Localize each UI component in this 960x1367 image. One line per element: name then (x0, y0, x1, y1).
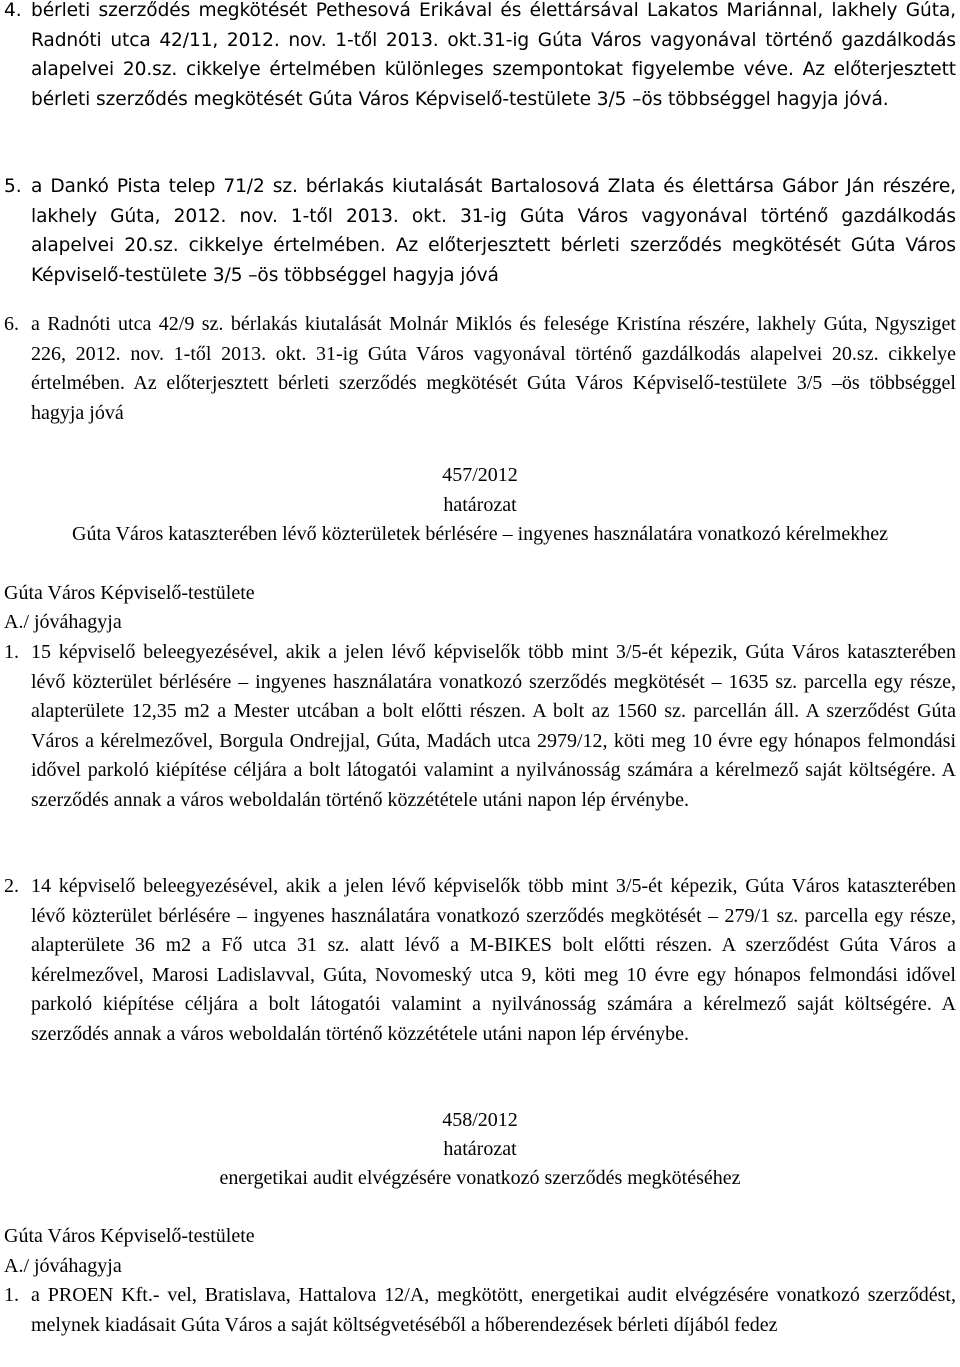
resolution-label: határozat (443, 494, 517, 516)
item-number: 4. (4, 0, 22, 21)
resolution-body: Gúta Város Képviselő-testülete (4, 1225, 255, 1247)
item-text: a Dankó Pista telep 71/2 sz. bérlakás kiutalását Bartalosová Zlata és élettársa Gábor Ján részére, lakhely Gúta, 2012. nov. 1-től 2013. okt. 31-ig Gúta Város vagyonával történő gazdálkodás alapelvei 20.sz. cikkelye értelmében. Az előterjesztett bérleti szerződés megkötését Gúta Város Képviselő-testülete 3/5 –ös többséggel hagyja jóvá (31, 176, 956, 286)
list-item-5 (4, 172, 956, 290)
point-number: 1. (4, 641, 19, 663)
point-text: 15 képviselő beleegyezésével, akik a jelen lévő képviselők több mint 3/5-ét képezik, Gúta Város kataszterében lévő közterület bérlésére – ingyenes használatára vonatkozó szerződés megkötését – 1635 sz. parcella egy része, alapterülete 12,35 m2 a Mester utcában a bolt előtti részen. A bolt az 1560 sz. parcellán áll. A szerződést Gúta Város a kérelmezővel, Borgula Ondrejjal, Gúta, Madách utca 2979/12, köti meg 10 évre egy hónapos felmondási idővel parkoló kiépítése céljára a bolt látogatói valamint a nyilvánosság számára a kérelmező saját költségére. A szerződés annak a város weboldalán történő közzététele utáni napon lép érvénybe. (31, 641, 956, 811)
item-text: bérleti szerződés megkötését Pethesová Erikával és élettársával Lakatos Mariánnal, lakhely Gúta, Radnóti utca 42/11, 2012. nov. 1-től 2013. okt.31-ig Gúta Város vagyonával történő gazdálkodás alapelvei 20.sz. cikkelye értelmében különleges szempontokat figyelembe véve. Az előterjesztett bérleti szerződés megkötését Gúta Város Képviselő-testülete 3/5 –ös többséggel hagyja jóvá. (31, 0, 956, 110)
list-item-6 (4, 310, 956, 428)
resolution-number: 457/2012 (442, 464, 518, 486)
resolution-subject: Gúta Város kataszterében lévő közterületek bérlésére – ingyenes használatára vonatkozó kérelmekhez (72, 523, 888, 545)
resolution-number: 458/2012 (442, 1109, 518, 1131)
resolution-subject: energetikai audit elvégzésére vonatkozó szerződés megkötéséhez (219, 1167, 741, 1189)
resolution-point-1 (4, 638, 956, 815)
resolution-point-2 (4, 872, 956, 1049)
point-text: a PROEN Kft.- vel, Bratislava, Hattalova 12/A, megkötött, energetikai audit elvégzésére vonatkozó szerződést, melynek kiadásait Gúta Város a saját költségvetéséből a hőberendezések bérleti díjából fedez (31, 1284, 956, 1336)
item-number: 5. (4, 176, 22, 197)
resolution-section: A./ jóváhagyja (4, 611, 122, 633)
resolution-label: határozat (443, 1138, 517, 1160)
point-number: 2. (4, 875, 19, 897)
item-text: a Radnóti utca 42/9 sz. bérlakás kiutalását Molnár Miklós és felesége Kristína részére, lakhely Gúta, Ngysziget 226, 2012. nov. 1-től 2013. okt. 31-ig Gúta Város vagyonával történő gazdálkodás alapelvei 20.sz. cikkelye értelmében. Az előterjesztett bérleti szerződés megkötését Gúta Város Képviselő-testülete 3/5 –ös többséggel hagyja jóvá (31, 313, 956, 424)
point-text: 14 képviselő beleegyezésével, akik a jelen lévő képviselők több mint 3/5-ét képezik, Gúta Város kataszterében lévő közterület bérlésére – ingyenes használatára vonatkozó szerződés megkötését – 279/1 sz. parcella egy része, alapterülete 36 m2 a Fő utca 31 sz. alatt lévő a M-BIKES bolt előtti részen. A szerződést Gúta Város a kérelmezővel, Marosi Ladislavval, Gúta, Novomeský utca 9, köti meg 10 évre egy hónapos felmondási idővel parkoló kiépítése céljára a bolt látogatói valamint a nyilvánosság számára a kérelmező saját költségére. A szerződés annak a város weboldalán történő közzététele utáni napon lép érvénybe. (31, 875, 956, 1045)
resolution-point-1 (4, 1281, 956, 1340)
list-item-4 (4, 0, 956, 114)
point-number: 1. (4, 1284, 19, 1306)
resolution-body: Gúta Város Képviselő-testülete (4, 582, 255, 604)
resolution-section: A./ jóváhagyja (4, 1255, 122, 1277)
item-number: 6. (4, 313, 19, 335)
